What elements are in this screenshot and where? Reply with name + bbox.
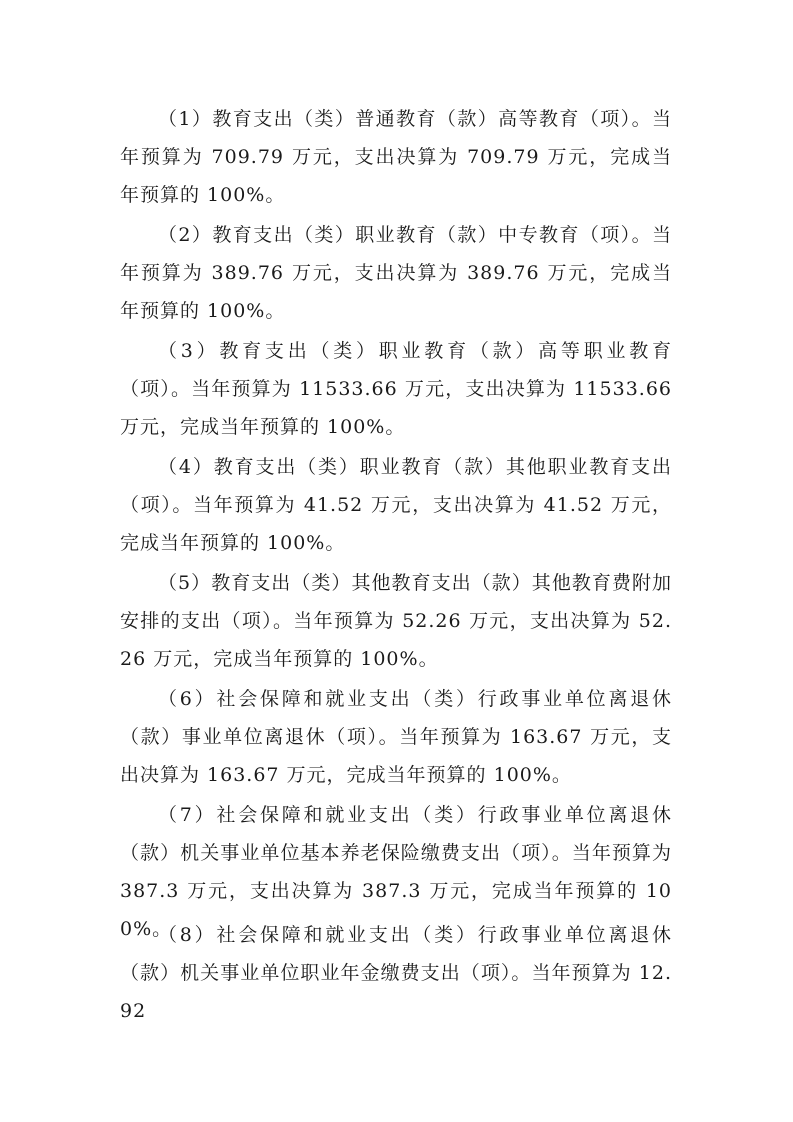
paragraph-item-4: （4）教育支出（类）职业教育（款）其他职业教育支出（项）。当年预算为 41.52 万元，支出决算为 41.52 万元，完成当年预算的 100%。 <box>120 456 672 554</box>
paragraph-item-1: （1）教育支出（类）普通教育（款）高等教育（项）。当年预算为 709.79 万元，支出决算为 709.79 万元，完成当年预算的 100%。 <box>120 108 672 206</box>
paragraph-item-7: （7）社会保障和就业支出（类）行政事业单位离退休（款）机关事业单位基本养老保险缴费支出（项）。当年预算为 387.3 万元，支出决算为 387.3 万元，完成当年预算的 100%。 <box>120 804 672 940</box>
paragraph-item-8: （8）社会保障和就业支出（类）行政事业单位离退休（款）机关事业单位职业年金缴费支出（项）。当年预算为 12.92 <box>120 924 672 1022</box>
paragraph-item-5: （5）教育支出（类）其他教育支出（款）其他教育费附加安排的支出（项）。当年预算为 52.26 万元，支出决算为 52.26 万元，完成当年预算的 100%。 <box>120 572 672 670</box>
paragraph-item-6: （6）社会保障和就业支出（类）行政事业单位离退休（款）事业单位离退休（项）。当年预算为 163.67 万元，支出决算为 163.67 万元，完成当年预算的 100%。 <box>120 688 672 786</box>
paragraph-item-2: （2）教育支出（类）职业教育（款）中专教育（项）。当年预算为 389.76 万元，支出决算为 389.76 万元，完成当年预算的 100%。 <box>120 224 672 322</box>
paragraph-item-3: （3）教育支出（类）职业教育（款）高等职业教育（项）。当年预算为 11533.66 万元，支出决算为 11533.66 万元，完成当年预算的 100%。 <box>120 340 672 438</box>
